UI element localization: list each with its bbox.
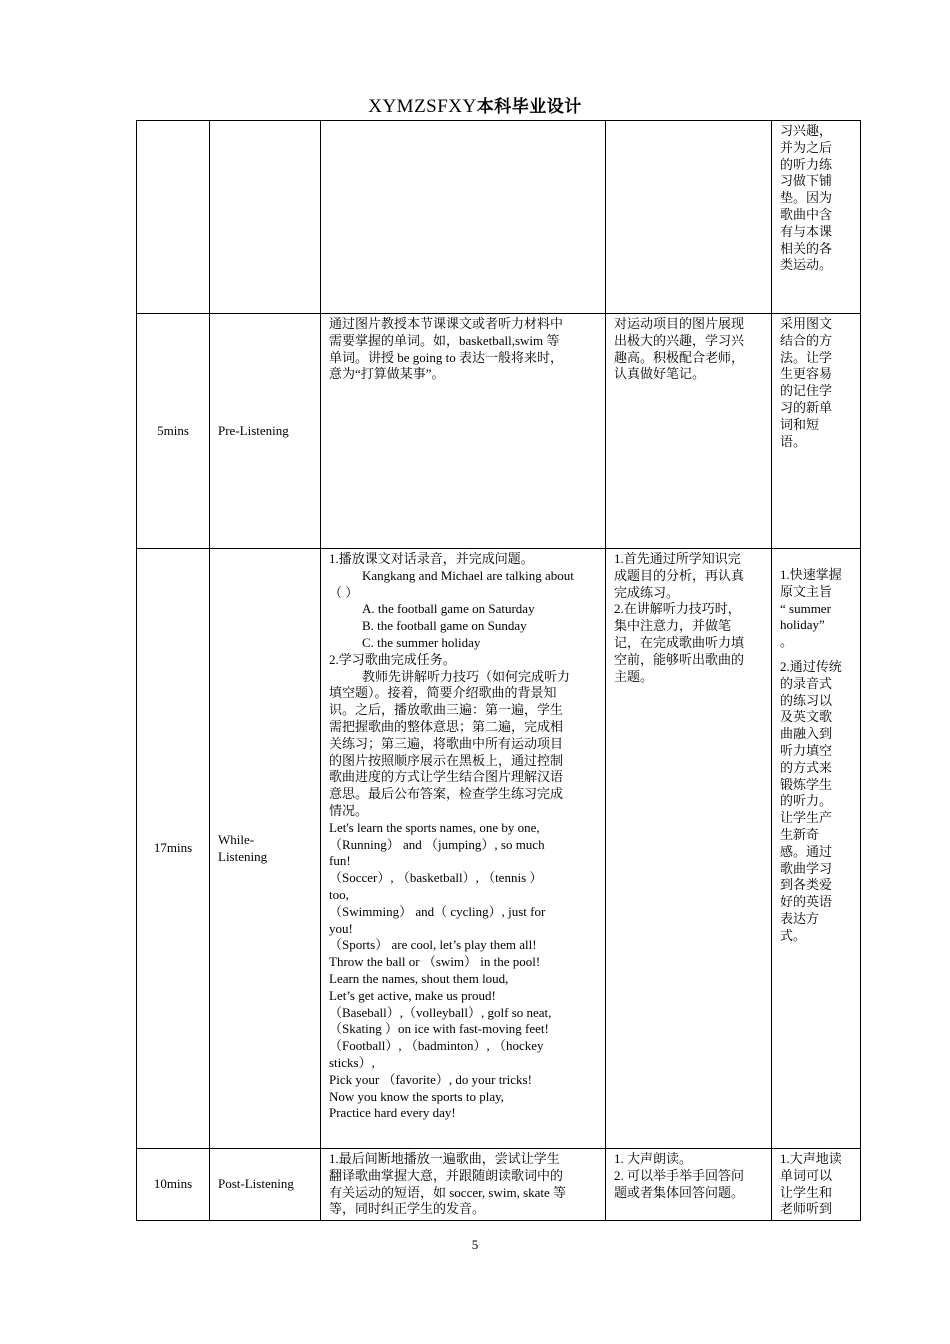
student-line: 记，在完成歌曲听力填: [614, 634, 745, 650]
teacher-line: 通过图片教授本节课课文或者听力材料中: [329, 316, 564, 331]
purpose-cell: [772, 1149, 861, 1221]
purpose-line: 生新奇: [780, 826, 820, 842]
student-activity-cell: [606, 549, 772, 1149]
purpose-part-1: [780, 567, 854, 651]
lyric-line: Now you know the sports to play,: [329, 1088, 505, 1104]
answer-paren: （ ）: [329, 584, 359, 600]
explanation-line: 的图片按照顺序展示在黑板上，通过控制: [329, 752, 564, 768]
explanation-line: 填空题）。接着，简要介绍歌曲的背景知: [329, 685, 557, 701]
student-line: 成题目的分析，再认真: [614, 567, 745, 583]
purpose-line: 有与本课: [780, 223, 833, 239]
lyric-line: Let's learn the sports names, one by one,: [329, 819, 540, 835]
purpose-line: 的听力。: [780, 793, 833, 809]
purpose-line: 的练习以: [780, 692, 833, 708]
lyric-line: （Football）, （badminton）, （hockey: [329, 1038, 544, 1054]
purpose-line: 法。让学: [780, 349, 833, 365]
task-2-title: 2.学习歌曲完成任务。: [329, 651, 456, 667]
student-line: 1.首先通过所学知识完: [614, 551, 741, 566]
student-line: 认真做好笔记。: [614, 366, 706, 382]
purpose-line: 歌曲学习: [780, 860, 833, 876]
purpose-line: 的听力练: [780, 156, 833, 172]
table-row: [137, 121, 861, 314]
student-line: 趣高。积极配合老师，: [614, 349, 745, 365]
teacher-line: 需要掌握的单词。如，basketball,swim 等: [329, 332, 560, 348]
option-line: C. the summer holiday: [362, 634, 481, 650]
teacher-line: 翻译歌曲掌握大意，并跟随朗读歌词中的: [329, 1167, 564, 1183]
task-1-title: 1.播放课文对话录音，并完成问题。: [329, 551, 534, 566]
purpose-line: 让学生和: [780, 1184, 833, 1200]
time-cell: 5mins: [137, 314, 210, 549]
lyric-line: （Baseball）,（volleyball）, golf so neat,: [329, 1004, 552, 1020]
purpose-line: 的记住学: [780, 383, 833, 399]
explanation-line: 需把握歌曲的整体意思；第二遍，完成相: [329, 718, 564, 734]
header-title: 本科毕业设计: [476, 97, 582, 117]
purpose-line: 2.通过传统: [780, 658, 842, 674]
option-line: B. the football game on Sunday: [362, 618, 527, 634]
purpose-line: “ summer: [780, 600, 831, 616]
purpose-line: 及英文歌: [780, 709, 833, 725]
purpose-line: 1.大声地读: [780, 1151, 842, 1166]
purpose-line: 习的新单: [780, 399, 833, 415]
student-activity-cell: [606, 314, 772, 549]
options-list: [329, 601, 597, 651]
purpose-line: holiday”: [780, 617, 825, 633]
stage-cell: Post-Listening: [210, 1149, 321, 1221]
purpose-line: 表达方: [780, 910, 820, 926]
purpose-line: 的录音式: [780, 675, 833, 691]
teacher-activity-cell: [321, 549, 606, 1149]
student-line: 题或者集体回答问题。: [614, 1184, 745, 1200]
purpose-line: 1.快速掌握: [780, 567, 842, 582]
explanation-line: 意思。最后公布答案，检查学生练习完成: [329, 786, 564, 802]
lyric-line: fun!: [329, 853, 351, 869]
explanation-line: 识。之后，播放歌曲三遍：第一遍，学生: [329, 702, 564, 718]
purpose-line: 听力填空: [780, 742, 833, 758]
teacher-line: 1.最后间断地播放一遍歌曲，尝试让学生: [329, 1151, 560, 1166]
purpose-line: 老师听到: [780, 1201, 833, 1217]
table-row: [137, 1149, 861, 1221]
header-code: XYMZSFXY: [368, 96, 477, 117]
purpose-line: 的方式来: [780, 759, 833, 775]
purpose-line: 好的英语: [780, 894, 833, 910]
teacher-line: 意为“打算做某事”。: [329, 366, 445, 382]
purpose-line: 类运动。: [780, 257, 833, 273]
purpose-line: 生更容易: [780, 366, 833, 382]
page-number: 5: [471, 1237, 479, 1252]
explanation-line: 情况。: [329, 802, 369, 818]
explanation-line: 关练习；第三遍，将歌曲中所有运动项目: [329, 735, 564, 751]
lyric-line: Pick your （favorite）, do your tricks!: [329, 1071, 532, 1087]
purpose-line: 让学生产: [780, 810, 833, 826]
purpose-line: 。: [780, 634, 794, 650]
student-line: 集中注意力，并做笔: [614, 618, 732, 634]
purpose-cell: [772, 314, 861, 549]
purpose-line: 感。通过: [780, 843, 833, 859]
lyric-line: Practice hard every day!: [329, 1105, 456, 1121]
purpose-line: 原文主旨: [780, 583, 833, 599]
lyric-line: too,: [329, 886, 349, 902]
teacher-activity-cell: [321, 314, 606, 549]
stage-cell: [210, 121, 321, 314]
student-line: 1. 大声朗读。: [614, 1151, 693, 1166]
teacher-line: 单词。讲授 be going to 表达一般将来时，: [329, 349, 563, 365]
lyric-line: Throw the ball or （swim） in the pool!: [329, 954, 541, 970]
lyric-line: Let’s get active, make us proud!: [329, 987, 496, 1003]
teacher-line: 有关运动的短语，如 soccer, swim, skate 等: [329, 1184, 567, 1200]
table-row: [137, 314, 861, 549]
student-line: 主题。: [614, 668, 654, 684]
stage-cell: [210, 549, 321, 1149]
purpose-line: 语。: [780, 433, 807, 449]
teacher-activity-cell: [321, 121, 606, 314]
teacher-line: 等，同时纠正学生的发音。: [329, 1201, 486, 1217]
purpose-line: 歌曲中含: [780, 206, 833, 222]
time-cell: 10mins: [137, 1149, 210, 1221]
page-header: [0, 92, 950, 118]
lyric-line: （Sports） are cool, let’s play them all!: [329, 937, 537, 953]
purpose-cell: [772, 549, 861, 1149]
purpose-cell: [772, 121, 861, 314]
student-line: 出极大的兴趣，学习兴: [614, 332, 745, 348]
student-line: 完成练习。: [614, 584, 680, 600]
purpose-line: 相关的各: [780, 240, 833, 256]
lyric-line: Learn the names, shout them loud,: [329, 970, 509, 986]
table-row: [137, 549, 861, 1149]
purpose-line: 结合的方: [780, 332, 833, 348]
purpose-line: 单词可以: [780, 1167, 833, 1183]
purpose-line: 式。: [780, 927, 807, 943]
purpose-line: 曲融入到: [780, 726, 833, 742]
lesson-plan-table: [136, 120, 861, 1221]
lyric-line: sticks）,: [329, 1054, 375, 1070]
lyric-line: （Swimming） and（ cycling）, just for: [329, 903, 546, 919]
purpose-line: 垫。因为: [780, 190, 833, 206]
student-activity-cell: [606, 121, 772, 314]
song-lyrics: [329, 820, 597, 1122]
student-line: 2. 可以举手举手回答问: [614, 1167, 745, 1183]
teacher-explanation: [329, 669, 597, 820]
explanation-line: 教师先讲解听力技巧（如何完成听力: [362, 668, 571, 684]
purpose-line: 到各类爱: [780, 877, 833, 893]
lyric-line: （Running） and （jumping）, so much: [329, 836, 545, 852]
lyric-line: （Soccer）, （basketball）, （tennis ）: [329, 870, 543, 886]
student-line: 2.在讲解听力技巧时，: [614, 601, 741, 617]
time-cell: 17mins: [137, 549, 210, 1149]
student-line: 对运动项目的图片展现: [614, 316, 745, 331]
purpose-line: 并为之后: [780, 139, 833, 155]
student-line: 空前，能够听出歌曲的: [614, 651, 745, 667]
purpose-line: 锻炼学生: [780, 776, 833, 792]
purpose-line: 习兴趣，: [780, 123, 833, 138]
time-cell: [137, 121, 210, 314]
purpose-line: 习做下铺: [780, 173, 833, 189]
stage-cell: Pre-Listening: [210, 314, 321, 549]
lyric-line: （Skating ）on ice with fast-moving feet!: [329, 1021, 549, 1037]
stage-label: While-Listening: [218, 831, 268, 864]
lyric-line: you!: [329, 920, 353, 936]
option-line: A. the football game on Saturday: [362, 601, 535, 617]
purpose-line: 采用图文: [780, 316, 833, 331]
purpose-line: 词和短: [780, 416, 820, 432]
student-activity-cell: [606, 1149, 772, 1221]
question-text: Kangkang and Michael are talking about: [362, 567, 574, 583]
teacher-activity-cell: [321, 1149, 606, 1221]
purpose-part-2: [780, 659, 854, 945]
explanation-line: 歌曲进度的方式让学生结合图片理解汉语: [329, 769, 564, 785]
